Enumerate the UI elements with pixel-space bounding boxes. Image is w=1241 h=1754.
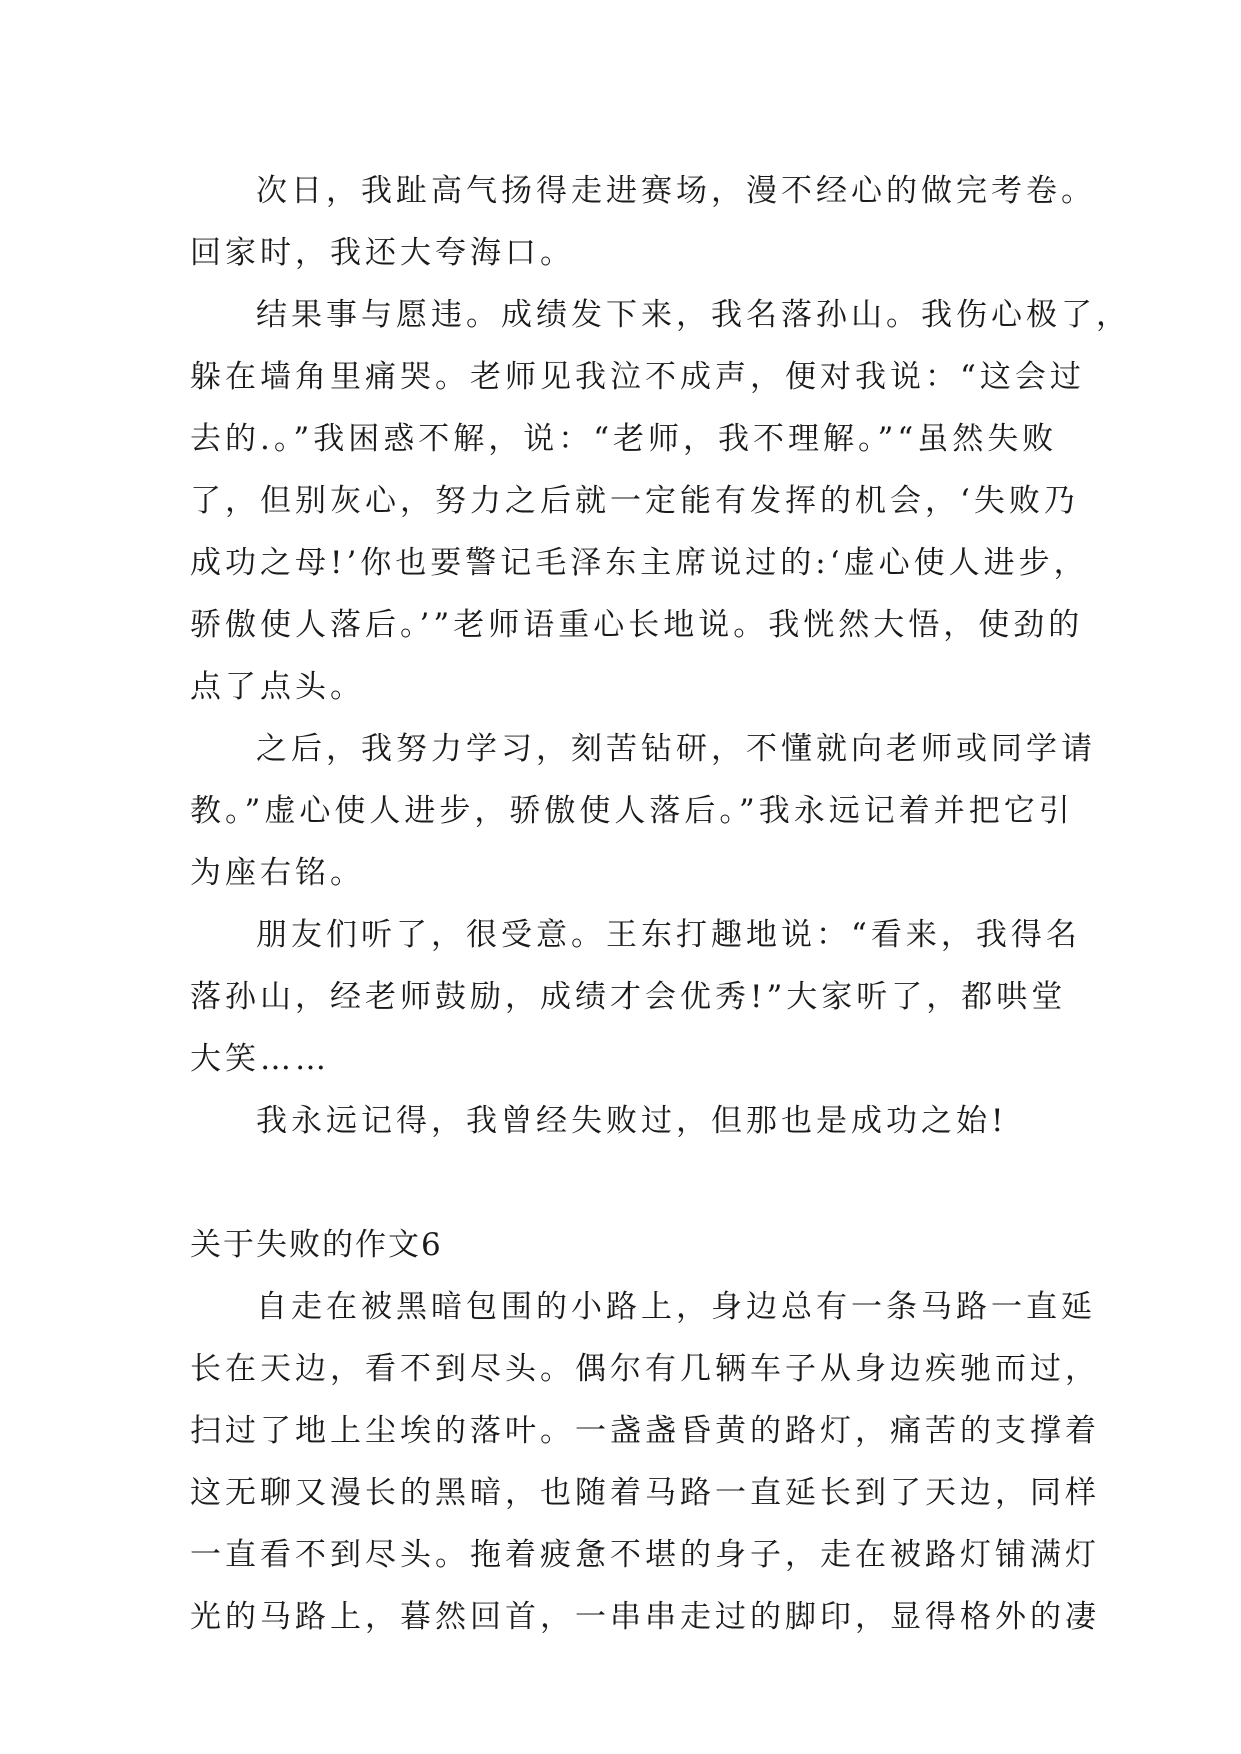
- paragraph-line: 教。”虚心使人进步，骄傲使人落后。”我永远记着并把它引: [190, 793, 1074, 829]
- paragraph-line: 躲在墙角里痛哭。老师见我泣不成声，便对我说：“这会过: [190, 359, 1085, 395]
- paragraph-line: 结果事与愿违。成绩发下来，我名落孙山。我伤心极了，: [256, 297, 1131, 333]
- paragraph-line: 次日，我趾高气扬得走进赛场，漫不经心的做完考卷。: [256, 173, 1096, 209]
- paragraph-line: 我永远记得，我曾经失败过，但那也是成功之始!: [256, 1103, 1008, 1139]
- paragraph-line: 为座右铭。: [190, 855, 365, 891]
- paragraph: [190, 1276, 1100, 1648]
- paragraph-line: 这无聊又漫长的黑暗，也随着马路一直延长到了天边，同样: [190, 1475, 1100, 1511]
- paragraph: [190, 1090, 1052, 1152]
- paragraph-line: 长在天边，看不到尽头。偶尔有几辆车子从身边疾驰而过，: [190, 1351, 1100, 1387]
- section-title: 关于失败的作文6: [190, 1227, 443, 1263]
- paragraph-line: 骄傲使人落后。’”老师语重心长地说。我恍然大悟，使劲的: [190, 607, 1084, 643]
- paragraph-line: 回家时，我还大夸海口。: [190, 235, 575, 271]
- paragraph-line: 扫过了地上尘埃的落叶。一盏盏昏黄的路灯，痛苦的支撑着: [190, 1413, 1100, 1449]
- paragraph-line: 一直看不到尽头。拖着疲惫不堪的身子，走在被路灯铺满灯: [190, 1537, 1100, 1573]
- paragraph: [190, 284, 1131, 718]
- paragraph: [190, 904, 1081, 1090]
- paragraph-line: 朋友们听了，很受意。王东打趣地说：“看来，我得名: [256, 917, 1081, 953]
- paragraph-line: 光的马路上，暮然回首，一串串走过的脚印，显得格外的凄: [190, 1599, 1100, 1635]
- paragraph: [190, 718, 1096, 904]
- paragraph: [190, 160, 1096, 284]
- paragraph-line: 大笑……: [190, 1041, 330, 1077]
- paragraph-line: 成功之母!’你也要警记毛泽东主席说过的:‘虚心使人进步，: [190, 545, 1089, 581]
- paragraph-line: 自走在被黑暗包围的小路上，身边总有一条马路一直延: [256, 1289, 1096, 1325]
- document-body: [190, 160, 1131, 1648]
- paragraph-line: 落孙山，经老师鼓励，成绩才会优秀!”大家听了，都哄堂: [190, 979, 1067, 1015]
- paragraph-line: 之后，我努力学习，刻苦钻研，不懂就向老师或同学请: [256, 731, 1096, 767]
- paragraph-line: 去的.。”我困惑不解，说：“老师，我不理解。”“虽然失败: [190, 421, 1058, 457]
- paragraph-line: 点了点头。: [190, 669, 365, 705]
- paragraph-line: 了，但别灰心，努力之后就一定能有发挥的机会，‘失败乃: [190, 483, 1079, 519]
